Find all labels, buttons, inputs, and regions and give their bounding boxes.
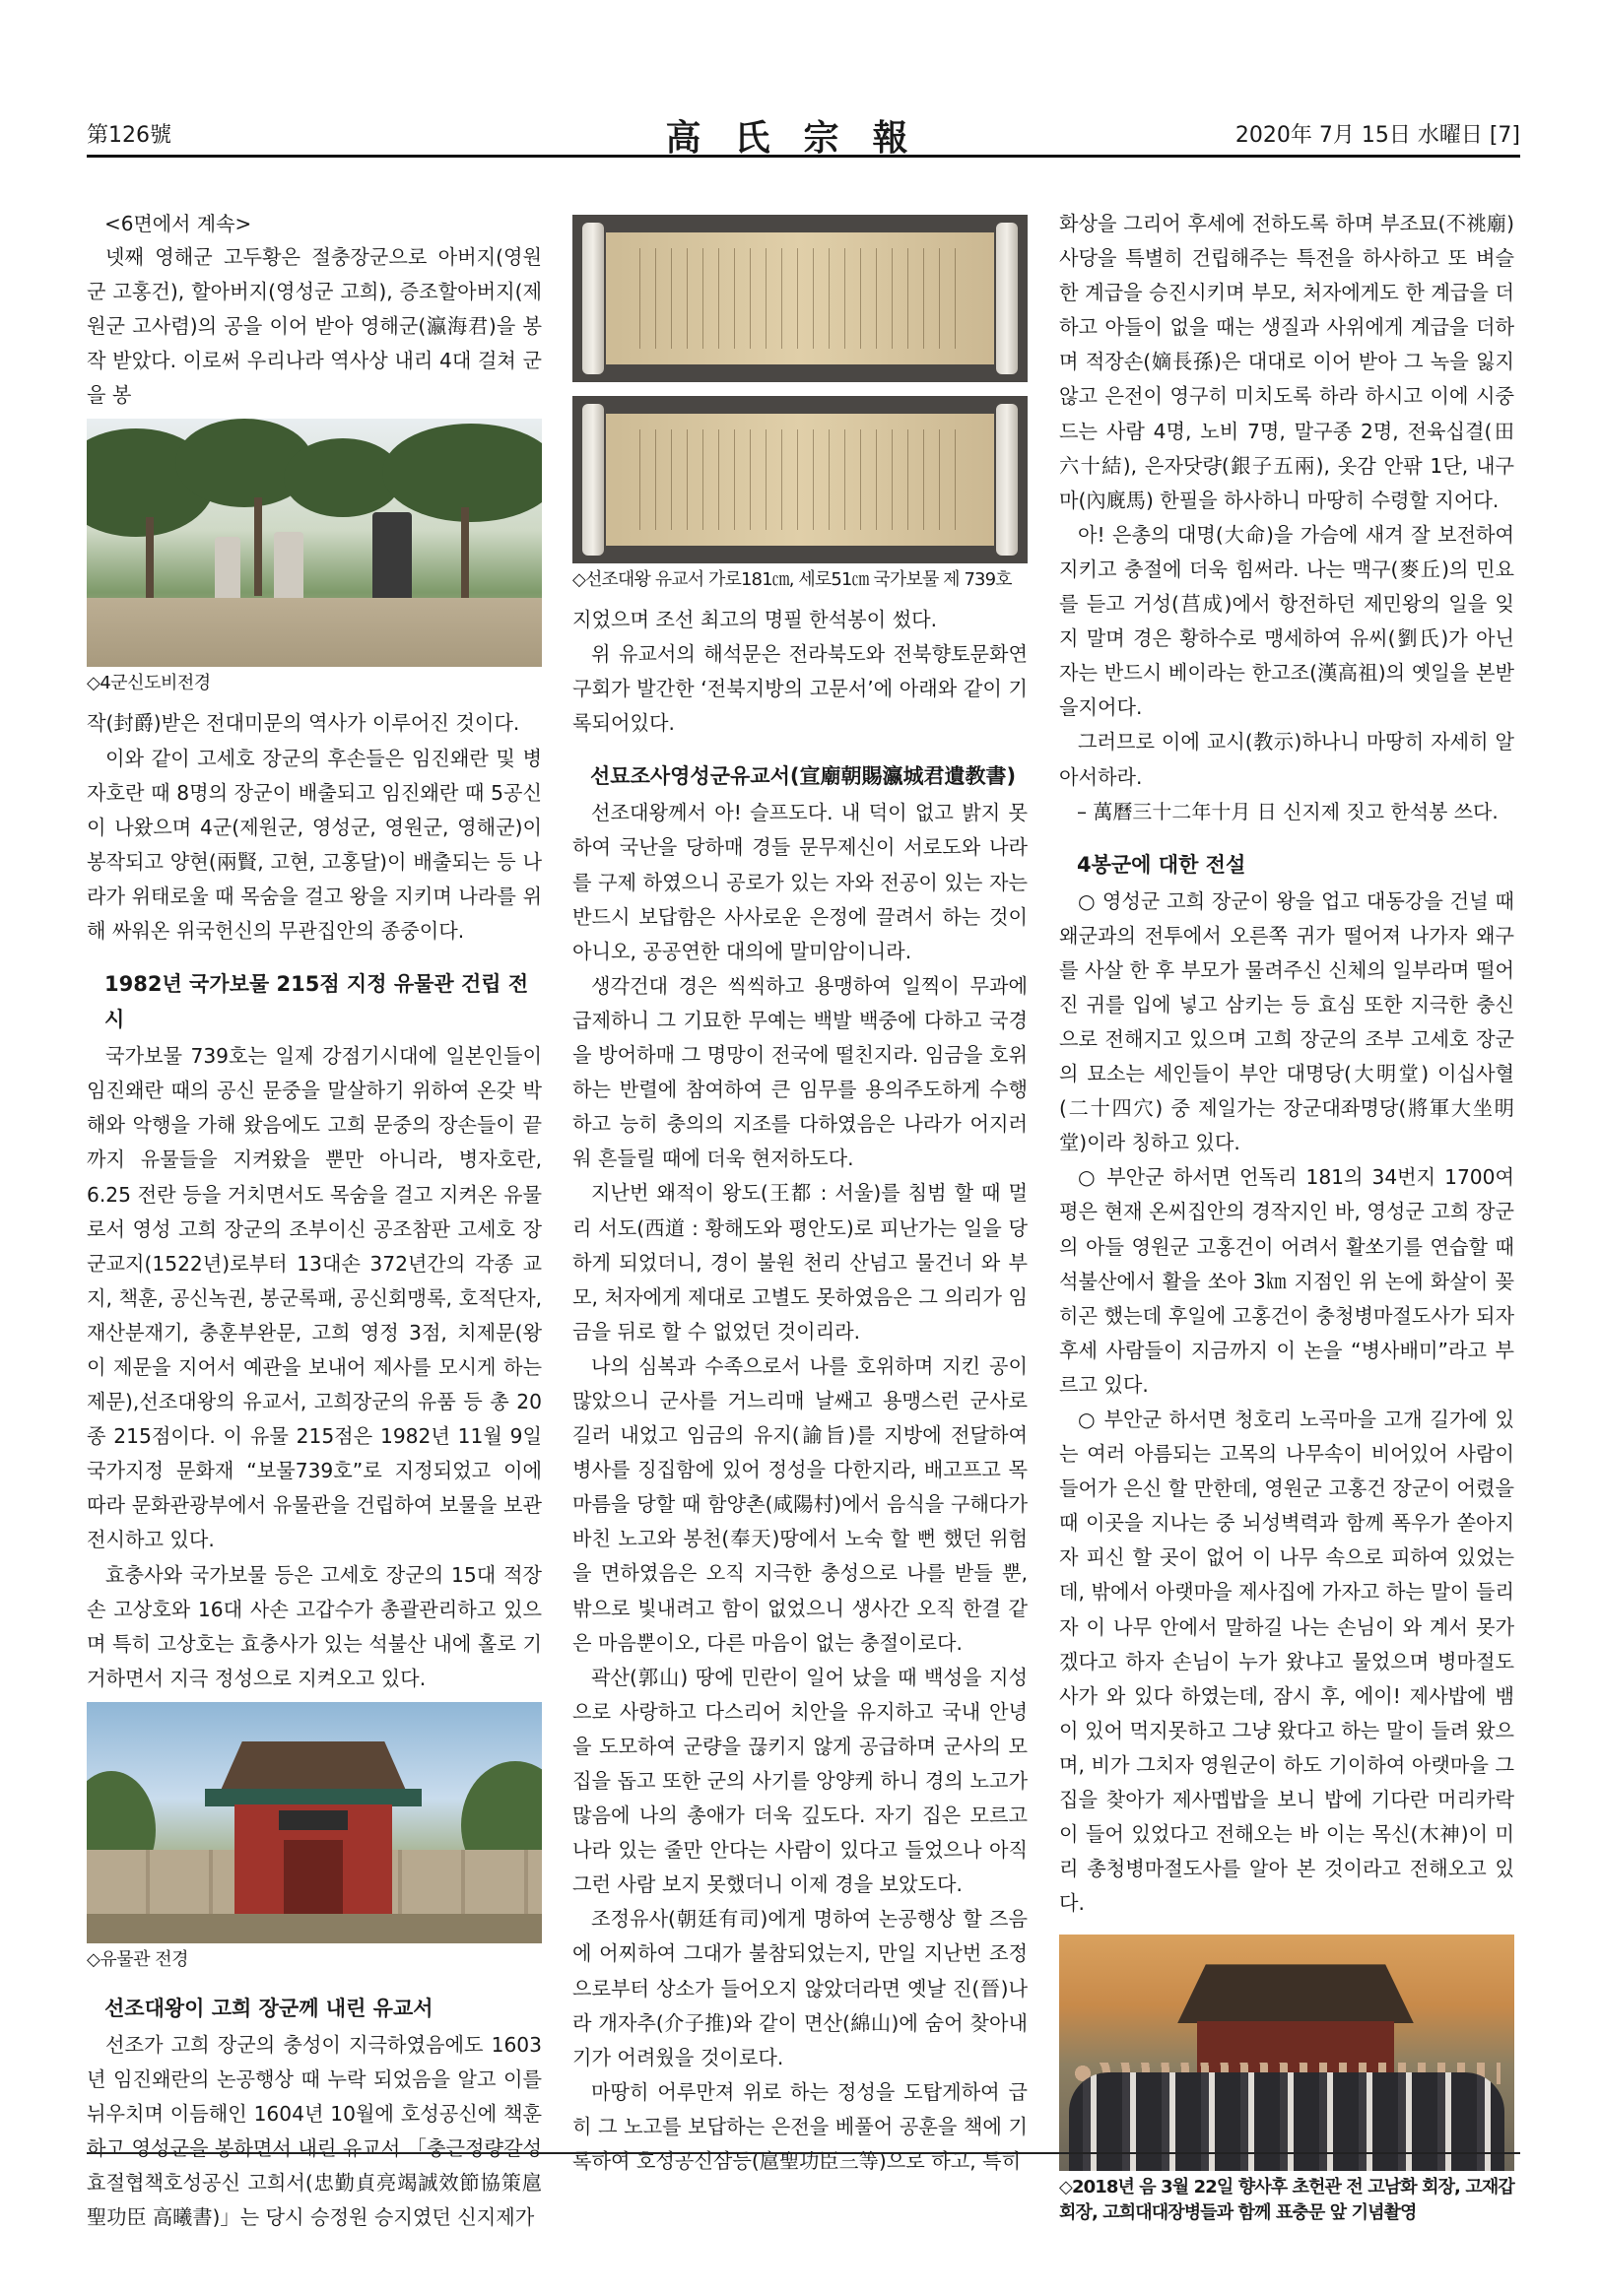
article-paragraph: ○ 부안군 하서면 청호리 노곡마을 고개 길가에 있는 여러 아름되는 고목의 나무속이 비어있어 사람이 들어가 은신 할 만한데, 영원군 고홍건 장군이 어렸을 때 이곳을 지나는 중 뇌성벽력과 함께 폭우가 쏟아지자 피신 할 곳이 없어 이 나무 속으로 피하여 있었는데, 밖에서 아랫마을 제사집에 가자고 하는 말이 들리자 이 나무 안에서 말하길 나는 손님이 와 계서 못가겠다고 하자 손님이 누가 왔냐고 물었으며 병마절도사가 와 있다 하였는데, 잠시 후, 에이! 제사밥에 뱀이 있어 먹지못하고 그냥 왔다고 하는 말이 들려 왔으며, 비가 그치자 영원군이 하도 기이하여 아랫마을 그 집을 찾아가 제사멥밥을 보니 밥에 기다란 머리카락이 들어 있었다고 전해오는 바 이는 목신(木神)이 미리 총청병마절도사를 알아 본 것이라고 전해오고 있다.: [1059, 1408, 1514, 1916]
royal-edict-scroll-photo-1: [572, 215, 1028, 382]
column-3: [1059, 207, 1514, 2236]
section-heading: 선조대왕이 고희 장군께 내린 유교서: [104, 1996, 434, 2020]
article-paragraph: 넷째 영해군 고두황은 절충장군으로 아버지(영원군 고홍건), 할아버지(영성군 고희), 증조할아버지(제원군 고사렴)의 공을 이어 받아 영해군(瀛海君)을 봉작 받았다. 이로써 우리나라 역사상 내리 4대 걸쳐 군을 봉: [87, 245, 542, 408]
article-paragraph: 지난번 왜적이 왕도(王都 : 서울)를 침범 할 때 멀리 서도(西道 : 황해도와 평안도)로 피난가는 일을 당하게 되었더니, 경이 불원 천리 산넘고 물건너 와 부모, 처자에게 제대로 고별도 못하였음은 그 의리가 임금을 뒤로 할 수 없었던 것이리라.: [572, 1181, 1028, 1344]
article-paragraph: 위 유교서의 해석문은 전라북도와 전북향토문화연구회가 발간한 ‘전북지방의 고문서’에 아래와 같이 기록되어있다.: [572, 642, 1028, 736]
section-heading: 선묘조사영성군유교서(宣廟朝賜瀛城君遺教書): [590, 764, 1017, 789]
continued-note: <6면에서 계속>: [104, 212, 252, 235]
page-header: [87, 110, 1520, 158]
page-bottom-rule: [87, 2152, 1520, 2154]
article-paragraph: 이와 같이 고세호 장군의 후손들은 임진왜란 및 병자호란 때 8명의 장군이 배출되고 임진왜란 때 5공신이 나왔으며 4군(제원군, 영성군, 영원군, 영해군)이 봉작되고 양현(兩賢, 고현, 고홍달)이 배출되는 등 나라가 위태로울 때 목숨을 걸고 왕을 지키며 나라를 위해 싸워온 위국헌신의 무관집안의 종중이다.: [87, 746, 542, 944]
article-paragraph: 화상을 그리어 후세에 전하도록 하며 부조묘(不祧廟) 사당을 특별히 건립해주는 특전을 하사하고 또 벼슬 한 계급을 승진시키며 부모, 처자에게도 한 계급을 더하고 아들이 없을 때는 생질과 사위에게 계급을 더하며 적장손(嫡長孫)은 대대로 이어 받아 그 녹을 잃지 않고 은전이 영구히 미치도록 하라 하시고 이에 시중드는 사람 4명, 노비 7명, 말구종 2명, 전육십결(田六十結), 은자닷량(銀子五兩), 옷감 안팎 1단, 내구마(內廐馬) 한필을 하사하니 마땅히 수령할 지어다.: [1059, 212, 1514, 512]
column-1: [87, 207, 542, 2235]
photo-caption: ◇4군신도비전경: [87, 673, 211, 694]
issue-number: 第126號: [87, 123, 171, 148]
photo-caption: ◇2018년 음 3월 22일 향사후 초헌관 전 고남화 회장, 고재갑 회장, 고희대대장병들과 함께 표충문 앞 기념촬영: [1059, 2177, 1514, 2224]
photo-caption: ◇유물관 전경: [87, 1948, 189, 1970]
section-heading: 1982년 국가보물 215점 지정 유물관 건립 전시: [104, 972, 529, 1032]
article-paragraph: 선조대왕께서 아! 슬프도다. 내 덕이 없고 밝지 못하여 국난을 당하매 경들 문무제신이 서로도와 나라를 구제 하였으니 공로가 있는 자와 전공이 있는 자는 반드시 보답함은 사사로운 은정에 끌려서 하는 것이 아니오, 공공연한 대의에 말미암이니라.: [572, 801, 1028, 963]
article-paragraph: 곽산(郭山) 땅에 민란이 일어 났을 때 백성을 지성으로 사랑하고 다스리어 치안을 유지하고 국내 안녕을 도모하여 군량을 끊키지 않게 공급하며 군사의 모집을 돕고 또한 군의 사기를 앙양케 하니 경의 노고가 많음에 나의 총애가 더욱 깊도다. 자기 집은 모르고 나라 있는 줄만 안다는 사람이 있다고 들었으나 아직 그런 사람 보지 못했더니 이제 경을 보았도다.: [572, 1665, 1028, 1897]
article-paragraph: 조정유사(朝廷有司)에게 명하여 논공행상 할 즈음에 어찌하여 그대가 불참되었는지, 만일 지난번 조정으로부터 상소가 들어오지 않았더라면 옛날 진(晉)나라 개자추(介子推)와 같이 면산(綿山)에 숨어 찾아내기가 어려웠을 것이로다.: [572, 1907, 1028, 2069]
masthead-title: 高氏宗報: [665, 117, 942, 159]
article-paragraph: 선조가 고희 장군의 충성이 지극하였음에도 1603년 임진왜란의 논공행상 때 누락 되었음을 알고 이를 뉘우치며 이듬해인 1604년 10월에 호성공신에 책훈하고 영성군을 봉하면서 내린 유교서 「충근정량갈성효절협책호성공신 고희서(忠勤貞亮竭誠效節協策扈聖功臣 高曦書)」는 당시 승정원 승지였던 신지제가: [87, 2032, 542, 2230]
article-paragraph: 생각건대 경은 씩씩하고 용맹하여 일찍이 무과에 급제하니 그 기묘한 무예는 백발 백중에 다하고 국경을 방어하매 그 명망이 전국에 떨친지라. 임금을 호위하는 반렬에 참여하여 큰 임무를 용의주도하게 수행하고 능히 충의의 지조를 다하였음은 나라가 어지러워 흔들릴 때에 더욱 현저하도다.: [572, 973, 1028, 1171]
article-paragraph: ○ 부안군 하서면 언독리 181의 34번지 1700여 평은 현재 온씨집안의 경작지인 바, 영성군 고희 장군의 아들 영원군 고홍건이 어려서 활쏘기를 연습할 때 석불산에서 활을 쏘아 3㎞ 지점인 위 논에 화살이 꽂히곤 했는데 후일에 고홍건이 충청병마절도사가 되자 후세 사람들이 지금까지 이 논을 “병사배미”라고 부르고 있다.: [1059, 1165, 1514, 1397]
article-paragraph: 나의 심복과 수족으로서 나를 호위하며 지킨 공이 많았으니 군사를 거느리매 날쌔고 용맹스런 군사로 길러 내었고 임금의 유지(諭旨)를 지방에 전달하여 병사를 징집함에 있어 정성을 다한지라, 배고프고 목마름을 당할 때 함양촌(咸陽村)에서 음식을 구해다가 바친 노고와 봉천(奉天)땅에서 노숙 할 뻔 했던 위험을 면하였음은 오직 지극한 충성으로 나를 받들 뿐, 밖으로 빛내려고 함이 없었으니 생사간 오직 한결 같은 마음뿐이오, 다른 마음이 없는 충절이로다.: [572, 1353, 1028, 1655]
article-paragraph: 작(封爵)받은 전대미문의 역사가 이루어진 것이다.: [87, 711, 520, 736]
article-paragraph: 아! 은총의 대명(大命)을 가슴에 새겨 잘 보전하여 지키고 충절에 더욱 힘써라. 나는 맥구(麥丘)의 민요를 듣고 거성(莒成)에서 항전하던 제민왕의 일을 잊지 말며 경은 황하수로 맹세하여 유씨(劉氏)가 아닌 자는 반드시 베이라는 한고조(漢高祖)의 옛일을 본받을지어다.: [1059, 522, 1514, 720]
article-paragraph: 마땅히 어루만져 위로 하는 정성을 도탑게하여 급히 그 노고를 보답하는 은전을 베풀어 공훈을 책에 기록하여 호성공신삼등(扈聖功臣三等)으로 하고, 특히: [572, 2079, 1028, 2174]
article-paragraph: 그러므로 이에 교시(教示)하나니 마땅히 자세히 알아서하라.: [1059, 730, 1514, 789]
commemorative-group-photo: [1059, 1935, 1514, 2171]
article-paragraph: ○ 영성군 고희 장군이 왕을 업고 대동강을 건널 때 왜군과의 전투에서 오른쪽 귀가 떨어져 나가자 왜구를 사살 한 후 부모가 물려주신 신체의 일부라며 떨어진 귀를 입에 넣고 삼키는 등 효심 또한 지극한 충신으로 전해지고 있으며 고희 장군의 조부 고세호 장군의 묘소는 세인들이 부안 대명당(大明堂) 이십사혈(二十四穴) 중 제일가는 장군대좌명당(將軍大坐明堂)이라 칭하고 있다.: [1059, 888, 1514, 1155]
article-paragraph: 지었으며 조선 최고의 명필 한석봉이 썼다.: [572, 608, 938, 631]
section-heading: 4봉군에 대한 전설: [1077, 852, 1246, 877]
article-paragraph: 국가보물 739호는 일제 강점기시대에 일본인들이 임진왜란 때의 공신 문중을 말살하기 위하여 온갖 박해와 악행을 가해 왔음에도 고희 문중의 장손들이 끝까지 유물들을 지켜왔을 뿐만 아니라, 병자호란, 6.25 전란 등을 거치면서도 목숨을 걸고 지켜온 유물로서 영성 고희 장군의 조부이신 공조참판 고세호 장군교지(1522년)로부터 13대손 372년간의 각종 교지, 책훈, 공신녹권, 봉군록패, 공신회맹록, 호적단자, 재산분재기, 충훈부완문, 고희 영정 3점, 치제문(왕이 제문을 지어서 예관을 보내어 제사를 모시게 하는 제문),선조대왕의 유교서, 고희장군의 유품 등 총 20종 215점이다. 이 유물 215점은 1982년 11월 9일 국가지정 문화재 “보물739호”로 지정되었고 이에 따라 문화관광부에서 유물관을 건립하여 보물을 보관전시하고 있다.: [87, 1044, 542, 1552]
monument-road-photo: [87, 419, 542, 667]
royal-edict-scroll-photo-2: [572, 396, 1028, 563]
article-paragraph: 효충사와 국가보물 등은 고세호 장군의 15대 적장손 고상호와 16대 사손 고갑수가 총괄관리하고 있으며 특히 고상호는 효충사가 있는 석불산 내에 홀로 기거하면서 지극 정성으로 지켜오고 있다.: [87, 1562, 542, 1690]
photo-caption: ◇선조대왕 유교서 가로181㎝, 세로51㎝ 국가보물 제 739호: [572, 569, 1012, 590]
edict-signature-line: – 萬曆三十二年十月 日 신지제 짓고 한석봉 쓰다.: [1077, 799, 1499, 823]
issue-date: 2020年 7月 15日 水曜日 [7]: [1234, 123, 1520, 148]
museum-hall-photo: [87, 1702, 542, 1943]
column-2: [572, 207, 1028, 2179]
